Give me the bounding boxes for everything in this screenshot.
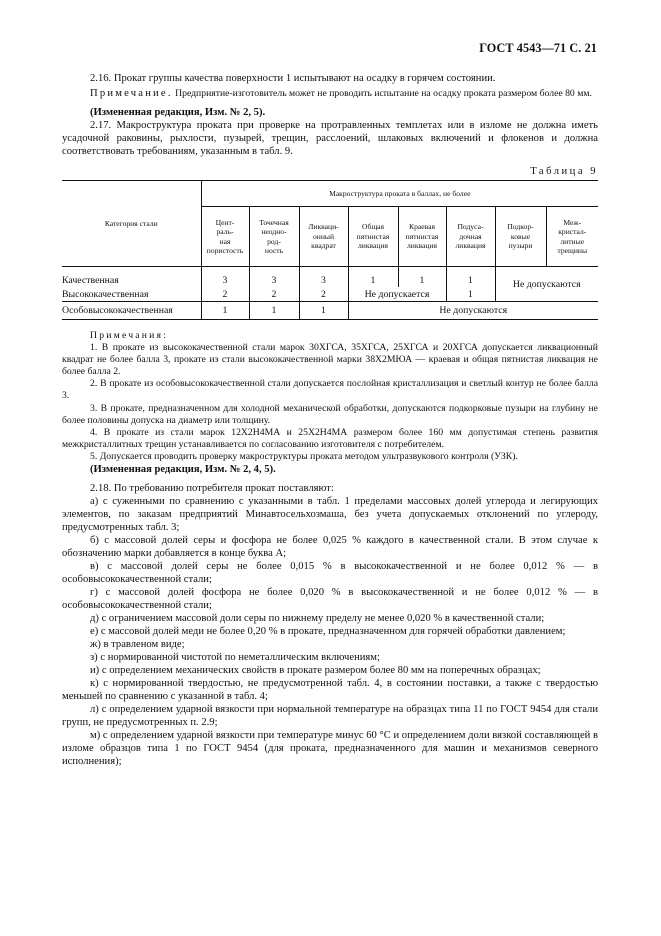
table-cell: 2 bbox=[249, 287, 299, 302]
paragraph-2-16: 2.16. Прокат группы качества поверхности 1 испытывают на осадку в горячем состоянии. bbox=[90, 73, 496, 84]
table-caption: Таблица 9 bbox=[530, 166, 598, 177]
table-cell: 1 bbox=[201, 302, 249, 320]
list-item: ж) в травленом виде; bbox=[90, 639, 185, 651]
table-cell: 1 bbox=[348, 267, 398, 288]
table-9 bbox=[62, 180, 598, 320]
note-1-text: Предприятие-изготовитель может не проводить испытание на осадку проката размером более 80 мм. bbox=[172, 88, 592, 99]
table-cell: 3 bbox=[249, 267, 299, 288]
row-category: Особовысококачественная bbox=[62, 302, 201, 320]
table-cell: 1 bbox=[446, 287, 495, 302]
list-item: г) с массовой долей фосфора не более 0,020 % в высококачественной и не более 0,012 % — в особовысококачественной стали; bbox=[62, 587, 598, 612]
table-cell: 2 bbox=[201, 287, 249, 302]
th-col-4: Общая пятнистая ликвация bbox=[348, 207, 398, 267]
paragraph-2-17: 2.17. Макроструктура проката при проверке на протравленных темплетах или в изломе не должна иметь усадочной раковины, рыхлости, пузырей, трещин, расслоений, шлаковых включений и флокенов и должна соответствовать требованиям, указанным в табл. 9. bbox=[62, 120, 598, 157]
list-item: е) с массовой долей меди не более 0,20 % в прокате, предназначенном для горячей обработки давлением; bbox=[90, 626, 566, 638]
list-item: б) с массовой долей серы и фосфора не более 0,025 % каждого в качественной стали. В этом случае к обозначению марки добавляется в конце буква А; bbox=[62, 535, 598, 560]
table-row bbox=[62, 302, 598, 320]
notes-block bbox=[62, 330, 598, 463]
th-col-6: Подуса- дочная ликвация bbox=[446, 207, 495, 267]
th-col-3: Ликваци- онный квадрат bbox=[299, 207, 348, 267]
merged-cell-not-allowed: Не допускается bbox=[348, 287, 446, 302]
list-item: з) с нормированной чистотой по неметаллическим включениям; bbox=[90, 652, 380, 664]
table-cell: 1 bbox=[446, 267, 495, 288]
page-body bbox=[62, 0, 598, 768]
note-item: 5. Допускается проводить проверку макроструктуры проката методом ультразвукового контроля (УЗК). bbox=[90, 450, 518, 462]
th-col-1: Цент- раль- ная пористость bbox=[201, 207, 249, 267]
page-header: ГОСТ 4543—71 С. 21 bbox=[479, 41, 597, 55]
table-cell: 3 bbox=[299, 267, 348, 288]
paragraph-2-18: 2.18. По требованию потребителя прокат поставляют: bbox=[90, 483, 334, 495]
list-item: м) с определением ударной вязкости при температуре минус 60 °С и определением доли вязкой составляющей в изломе образцов типа 1 по ГОСТ 9454 (для проката, предназначенного для машин и механизмов северного исполнения); bbox=[62, 730, 598, 768]
merged-cell-not-allowed: Не допускаются bbox=[512, 278, 581, 290]
table-row bbox=[62, 267, 598, 288]
th-category: Категория стали bbox=[62, 181, 201, 267]
note-1-label: Примечание. bbox=[90, 88, 173, 99]
table-cell: 1 bbox=[299, 302, 348, 320]
list-item: к) с нормированной твердостью, не предусмотренной табл. 4, в состоянии поставки, а также с твердостью меньшей по сравнению с указанной в табл. 4; bbox=[62, 678, 598, 703]
list-item: и) с определением механических свойств в прокате размером более 80 мм на поперечных образцах; bbox=[90, 665, 541, 677]
th-col-2: Точечная неодно- род- ность bbox=[249, 207, 299, 267]
row-category: Высококачественная bbox=[62, 287, 201, 302]
list-item: л) с определением ударной вязкости при нормальной температуре на образцах типа 11 по ГОСТ 9454 для стали групп, не предусмотренных п. 2.9; bbox=[62, 704, 598, 729]
note-item: 3. В прокате, предназначенном для холодной механической обработки, допускаются подкорковые пузыри на глубину не более половины допуска на диаметр или толщину. bbox=[62, 402, 598, 426]
table-cell: 1 bbox=[398, 267, 446, 288]
th-col-5: Краевая пятнистая ликвация bbox=[398, 207, 446, 267]
row-category: Качественная bbox=[62, 267, 201, 288]
th-col-7: Подкор- ковые пузыри bbox=[495, 207, 546, 267]
table-cell: 2 bbox=[299, 287, 348, 302]
note-1 bbox=[62, 87, 598, 100]
merged-cell-not-allowed: Не допускаются bbox=[348, 302, 598, 320]
th-group: Макроструктура проката в баллах, не более bbox=[201, 181, 598, 207]
note-item: 2. В прокате из особовысококачественной стали допускается послойная кристаллизация и светлый контур не более балла 3. bbox=[62, 378, 598, 402]
notes-label: Примечания: bbox=[90, 330, 169, 341]
list-item: д) с ограничением массовой доли серы по нижнему пределу не менее 0,020 % в качественной стали; bbox=[90, 613, 545, 625]
list-item: в) с массовой долей серы не более 0,015 % в высококачественной и не более 0,012 % — в особовысококачественной стали; bbox=[62, 561, 598, 586]
table-cell: 1 bbox=[249, 302, 299, 320]
edit-note-1: (Измененная редакция, Изм. № 2, 5). bbox=[90, 107, 266, 118]
edit-note-2: (Измененная редакция, Изм. № 2, 4, 5). bbox=[90, 464, 276, 476]
list-item: а) с суженными по сравнению с указанными в табл. 1 пределами массовых долей углерода и легирующих элементов, по заказам предприятий Минавтосельхозмаша, без учета допускаемых отклонений по углероду, предусмотренных табл. 3; bbox=[62, 496, 598, 534]
note-item: 4. В прокате из стали марок 12Х2Н4МА и 25Х2Н4МА размером более 160 мм допустимая степень развития межкристаллитных трещин устанавливается по согласованию изготовителя с потребителем. bbox=[62, 426, 598, 450]
table-cell: 3 bbox=[201, 267, 249, 288]
note-item: 1. В прокате из высококачественной стали марок 30ХГСА, 35ХГСА, 25ХГСА и 20ХГСА допускается ликвационный квадрат не более балла 3, прокате из стали высококачественной марки 38Х2МЮА — краевая и общая пятнистая ликвация не более балла 2. bbox=[62, 342, 598, 378]
th-col-8: Меж- кристал- литные трещины bbox=[546, 207, 598, 267]
